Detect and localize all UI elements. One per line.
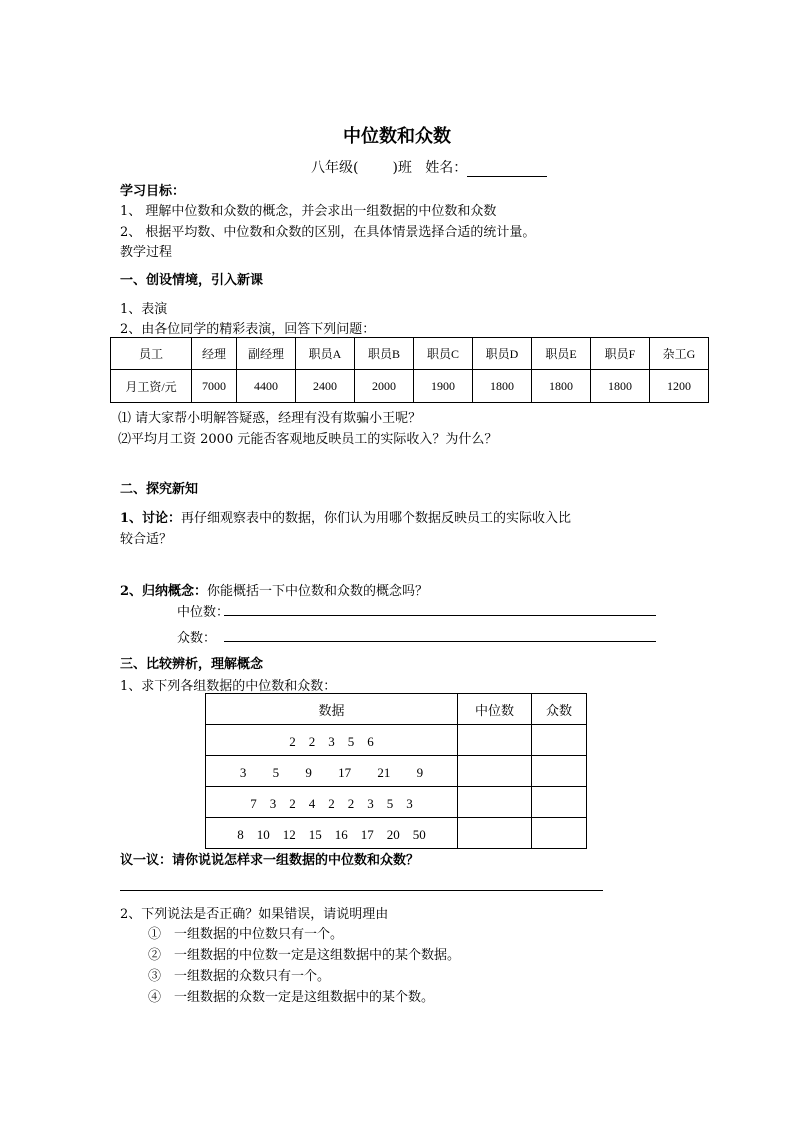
summary-line	[120, 580, 428, 599]
name-label: 姓名：	[425, 160, 468, 176]
summary-label: 2、归纳概念：	[120, 584, 208, 599]
salary-header-cell: 职员A	[296, 338, 355, 370]
goal-2: 2、 根据平均数、中位数和众数的区别，在具体情景选择合适的统计量。	[120, 225, 536, 240]
salary-value-cell: 2000	[355, 370, 414, 403]
discuss-2-blank[interactable]	[120, 890, 603, 891]
salary-header-cell: 职员D	[473, 338, 532, 370]
median-answer-cell[interactable]	[458, 818, 532, 849]
salary-value-cell: 1800	[473, 370, 532, 403]
salary-row-label: 月工资/元	[111, 370, 192, 403]
data-table	[205, 693, 587, 849]
data-cell: 8 10 12 15 16 17 20 50	[206, 818, 458, 849]
salary-header-cell: 职员C	[414, 338, 473, 370]
section-1-heading: 一、创设情境，引入新课	[120, 273, 264, 288]
grade-label: 八年级(	[311, 160, 359, 176]
goals-heading: 学习目标：	[120, 184, 186, 199]
salary-header-cell: 经理	[192, 338, 237, 370]
question-1: ⑴ 请大家帮小明解答疑惑，经理有没有欺骗小王呢？	[118, 411, 422, 426]
median-answer-cell[interactable]	[458, 725, 532, 756]
data-cell: 3 5 9 17 21 9	[206, 756, 458, 787]
data-cell: 2 2 3 5 6	[206, 725, 458, 756]
data-header-row	[206, 694, 587, 725]
data-row	[206, 725, 587, 756]
salary-value-cell: 4400	[237, 370, 296, 403]
data-row	[206, 756, 587, 787]
salary-header-cell: 杂工G	[650, 338, 709, 370]
discuss-text-2: 较合适？	[120, 532, 173, 547]
median-label: 中位数：	[177, 605, 230, 620]
data-header-cell: 众数	[532, 694, 587, 725]
salary-table	[110, 337, 709, 403]
question-2: ⑵平均月工资 2000 元能否客观地反映员工的实际收入？为什么？	[118, 432, 498, 447]
discuss-2: 议一议：请你说说怎样求一组数据的中位数和众数？	[120, 853, 420, 868]
salary-value-cell: 1900	[414, 370, 473, 403]
salary-value-cell: 2400	[296, 370, 355, 403]
data-row	[206, 787, 587, 818]
salary-value-cell: 1800	[591, 370, 650, 403]
s1-item-2: 2、由各位同学的精彩表演，回答下列问题：	[120, 322, 376, 337]
class-name-line	[311, 157, 547, 177]
data-header-cell: 中位数	[458, 694, 532, 725]
mode-answer-cell[interactable]	[532, 818, 587, 849]
salary-header-cell: 职员F	[591, 338, 650, 370]
discuss-line	[120, 507, 571, 526]
median-answer-cell[interactable]	[458, 756, 532, 787]
salary-header-cell: 职员E	[532, 338, 591, 370]
process-label: 教学过程	[120, 245, 173, 260]
name-blank[interactable]	[467, 162, 547, 177]
section-2-heading: 二、探究新知	[120, 482, 199, 497]
summary-text: 你能概括一下中位数和众数的概念吗？	[207, 584, 429, 599]
salary-header-cell: 副经理	[237, 338, 296, 370]
salary-header-row	[111, 338, 709, 370]
salary-value-cell: 1200	[650, 370, 709, 403]
discuss-text: 再仔细观察表中的数据，你们认为用哪个数据反映员工的实际收入比	[181, 511, 572, 526]
mode-answer-cell[interactable]	[532, 787, 587, 818]
data-header-cell: 数据	[206, 694, 458, 725]
salary-value-cell: 1800	[532, 370, 591, 403]
statement-2: ② 一组数据的中位数一定是这组数据中的某个数据。	[148, 948, 461, 963]
section-3-heading: 三、比较辨析，理解概念	[120, 657, 264, 672]
statement-4: ④ 一组数据的众数一定是这组数据中的某个数。	[148, 990, 435, 1005]
mode-answer-cell[interactable]	[532, 725, 587, 756]
salary-header-cell: 员工	[111, 338, 192, 370]
s3-item-2: 2、下列说法是否正确？如果错误，请说明理由	[120, 907, 389, 922]
mode-label: 众数：	[177, 631, 217, 646]
median-answer-cell[interactable]	[458, 787, 532, 818]
goal-1: 1、 理解中位数和众数的概念，并会求出一组数据的中位数和众数	[120, 204, 497, 219]
statement-3: ③ 一组数据的众数只有一个。	[148, 969, 331, 984]
salary-header-cell: 职员B	[355, 338, 414, 370]
page-title: 中位数和众数	[343, 126, 451, 147]
discuss-label: 1、讨论：	[120, 511, 182, 526]
mode-answer-cell[interactable]	[532, 756, 587, 787]
salary-value-row	[111, 370, 709, 403]
data-cell: 7 3 2 4 2 2 3 5 3	[206, 787, 458, 818]
median-blank[interactable]	[224, 615, 656, 616]
s1-item-1: 1、表演	[120, 302, 168, 317]
salary-value-cell: 7000	[192, 370, 237, 403]
class-label: )班	[392, 160, 412, 176]
mode-blank[interactable]	[224, 641, 656, 642]
s3-item-1: 1、求下列各组数据的中位数和众数：	[120, 679, 337, 694]
statement-1: ① 一组数据的中位数只有一个。	[148, 927, 344, 942]
data-row	[206, 818, 587, 849]
